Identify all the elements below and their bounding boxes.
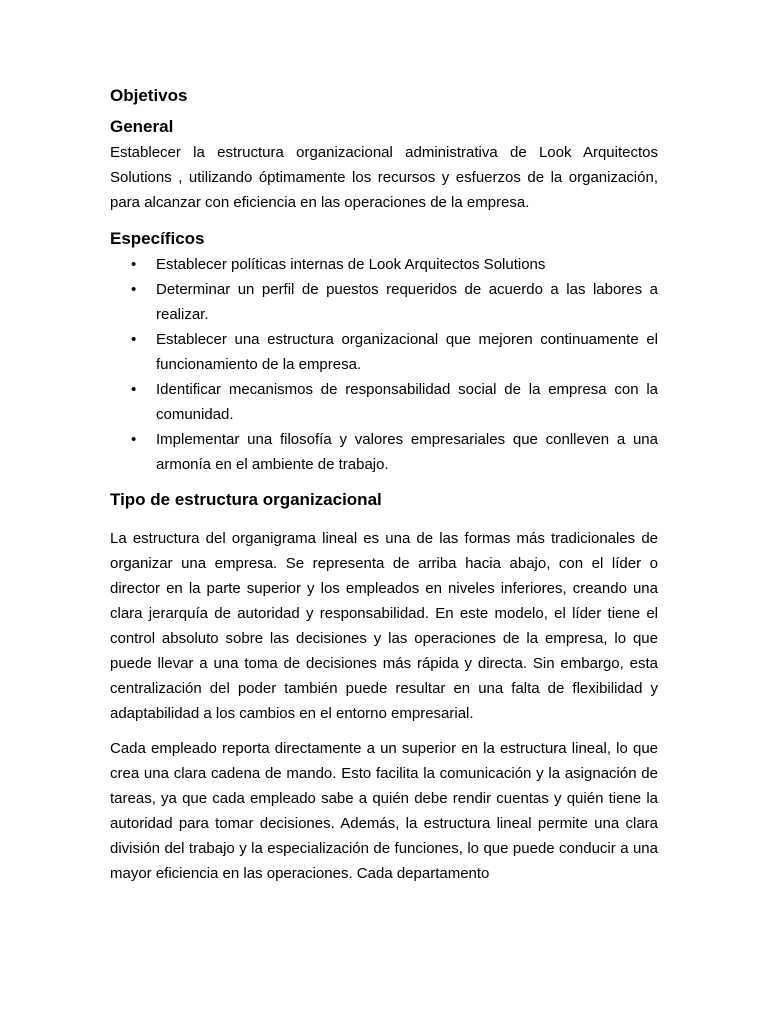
bullet-icon: • — [131, 431, 137, 448]
list-item — [110, 377, 658, 427]
list-item-text: Identificar mecanismos de responsabilidad social de la empresa con la comunidad. — [156, 381, 658, 423]
tipo-paragraph-2: Cada empleado reporta directamente a un superior en la estructura lineal, lo que crea una clara cadena de mando. Esto facilita la comunicación y la asignación de tareas, ya que cada empleado sabe a quién debe rendir cuentas y quién tiene la autoridad para tomar decisiones. Además, la estructura lineal permite una clara división del trabajo y la especialización de funciones, lo que puede conducir a una mayor eficiencia en las operaciones. Cada departamento — [110, 740, 658, 882]
bullet-icon: • — [131, 381, 137, 398]
list-item-text: Establecer políticas internas de Look Arquitectos Solutions — [156, 256, 546, 273]
heading-tipo-estructura: Tipo de estructura organizacional — [110, 490, 382, 509]
general-paragraph: Establecer la estructura organizacional administrativa de Look Arquitectos Solutions , utilizando óptimamente los recursos y esfuerzos de la organización, para alcanzar con eficiencia en las operaciones de la empresa. — [110, 144, 658, 211]
heading-objetivos: Objetivos — [110, 86, 188, 105]
heading-especificos: Específicos — [110, 229, 205, 248]
especificos-list — [110, 252, 658, 477]
bullet-icon: • — [131, 281, 137, 298]
list-item — [110, 252, 658, 277]
list-item-text: Implementar una filosofía y valores empresariales que conlleven a una armonía en el ambiente de trabajo. — [156, 431, 658, 473]
document-content — [110, 84, 658, 886]
list-item — [110, 327, 658, 377]
tipo-paragraph-1: La estructura del organigrama lineal es una de las formas más tradicionales de organizar una empresa. Se representa de arriba hacia abajo, con el líder o director en la parte superior y los empleados en niveles inferiores, creando una clara jerarquía de autoridad y responsabilidad. En este modelo, el líder tiene el control absoluto sobre las decisiones y las operaciones de la empresa, lo que puede llevar a una toma de decisiones más rápida y directa. Sin embargo, esta centralización del poder también puede resultar en una falta de flexibilidad y adaptabilidad a los cambios en el entorno empresarial. — [110, 530, 658, 722]
bullet-icon: • — [131, 256, 137, 273]
bullet-icon: • — [131, 331, 137, 348]
list-item-text: Determinar un perfil de puestos requeridos de acuerdo a las labores a realizar. — [156, 281, 658, 323]
list-item — [110, 427, 658, 477]
list-item — [110, 277, 658, 327]
heading-general: General — [110, 117, 174, 136]
list-item-text: Establecer una estructura organizacional que mejoren continuamente el funcionamiento de la empresa. — [156, 331, 658, 373]
